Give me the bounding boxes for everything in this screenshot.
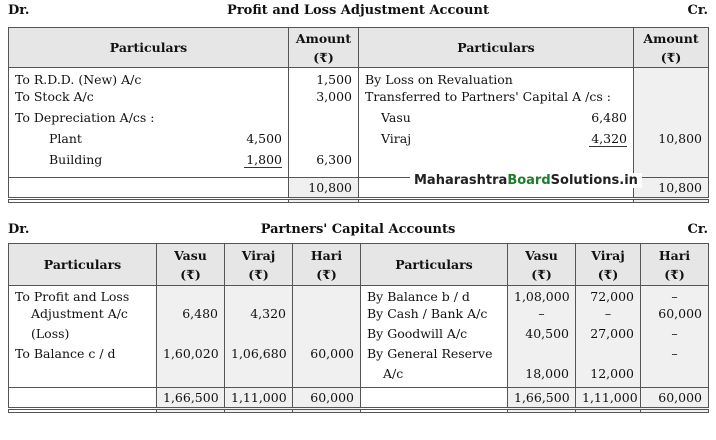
pl-dr-label: Dr.: [8, 3, 30, 18]
pl-title: Profit and Loss Adjustment Account: [227, 3, 489, 18]
pl-header-particulars-right: Particulars: [359, 28, 634, 68]
pc-header-vasu-right: Vasu (₹): [508, 244, 576, 286]
pc-row-pl-3: (Loss): [9, 326, 157, 346]
pc-gr-viraj: 12,000: [576, 366, 641, 388]
pc-cash-hari: 60,000: [641, 306, 709, 326]
pl-header-amount-right: Amount (₹): [634, 28, 709, 68]
pl-row-viraj: Viraj 4,320: [359, 131, 634, 152]
pc-header-particulars-left: Particulars: [9, 244, 157, 286]
pl-right-total: 10,800: [634, 178, 709, 199]
pl-row-plant: Plant 4,500: [9, 131, 289, 152]
pc-row-general-reserve-ac: A/c: [361, 366, 508, 388]
pc-left-total-viraj: 1,11,000: [225, 388, 293, 409]
pc-gw-viraj: 27,000: [576, 326, 641, 346]
pc-row-goodwill: By Goodwill A/c: [361, 326, 508, 346]
pc-title-row: [0, 219, 716, 241]
pc-row-pl-2: Adjustment A/c: [9, 306, 157, 326]
pl-row-transferred: Transferred to Partners' Capital A /cs :: [359, 89, 634, 110]
pc-title: Partners' Capital Accounts: [260, 222, 456, 237]
pl-header-particulars-left: Particulars: [9, 28, 289, 68]
pl-row-vasu: Vasu 6,480: [359, 110, 634, 131]
pl-row-building: Building 1,800: [9, 152, 289, 178]
pc-gw-vasu: 40,500: [508, 326, 576, 346]
pc-cd-viraj: 1,06,680: [225, 346, 293, 366]
pc-dr-label: Dr.: [8, 222, 30, 237]
pl-header-amount-left: Amount (₹): [289, 28, 359, 68]
site-watermark: MaharashtraBoardSolutions.in: [410, 173, 642, 188]
pc-header-viraj-right: Viraj (₹): [576, 244, 641, 286]
pl-cr-label: Cr.: [687, 3, 708, 18]
pc-gr-hari: –: [641, 346, 709, 366]
pl-depreciation-total: 6,300: [289, 152, 359, 178]
pc-row-balance-bd: By Balance b / d: [361, 286, 508, 306]
pc-bd-hari: –: [641, 286, 709, 306]
pc-header-particulars-right: Particulars: [361, 244, 508, 286]
pc-account-table: [8, 243, 709, 413]
pc-row-balance-cd: To Balance c / d: [9, 346, 157, 366]
pc-cash-vasu: –: [508, 306, 576, 326]
pc-bd-viraj: 72,000: [576, 286, 641, 306]
pl-title-row: [0, 0, 716, 22]
pl-row-rdd: To R.D.D. (New) A/c: [9, 68, 289, 89]
pc-cr-label: Cr.: [687, 222, 708, 237]
pc-row-pl-1: To Profit and Loss: [9, 286, 157, 306]
pc-row-cash: By Cash / Bank A/c: [361, 306, 508, 326]
pc-pl-viraj: 4,320: [225, 306, 293, 326]
pc-gr-vasu: 18,000: [508, 366, 576, 388]
pc-header-viraj-left: Viraj (₹): [225, 244, 293, 286]
pc-cash-viraj: –: [576, 306, 641, 326]
pc-header-hari-left: Hari (₹): [293, 244, 361, 286]
pl-left-total: 10,800: [289, 178, 359, 199]
pc-cd-vasu: 1,60,020: [157, 346, 225, 366]
pl-right-subtotal: 10,800: [634, 131, 709, 152]
pl-row-depreciation: To Depreciation A/cs :: [9, 110, 289, 131]
pc-pl-vasu: 6,480: [157, 306, 225, 326]
pc-right-total-vasu: 1,66,500: [508, 388, 576, 409]
pl-rdd-amount: 1,500: [289, 68, 359, 89]
pc-header-hari-right: Hari (₹): [641, 244, 709, 286]
pl-stock-amount: 3,000: [289, 89, 359, 110]
pl-row-loss: By Loss on Revaluation: [359, 68, 634, 89]
pc-right-total-hari: 60,000: [641, 388, 709, 409]
pc-cd-hari: 60,000: [293, 346, 361, 366]
pc-right-total-viraj: 1,11,000: [576, 388, 641, 409]
pc-header-vasu-left: Vasu (₹): [157, 244, 225, 286]
pc-gw-hari: –: [641, 326, 709, 346]
pc-row-general-reserve: By General Reserve: [361, 346, 508, 366]
pl-row-stock: To Stock A/c: [9, 89, 289, 110]
pc-left-total-vasu: 1,66,500: [157, 388, 225, 409]
pc-bd-vasu: 1,08,000: [508, 286, 576, 306]
pc-left-total-hari: 60,000: [293, 388, 361, 409]
